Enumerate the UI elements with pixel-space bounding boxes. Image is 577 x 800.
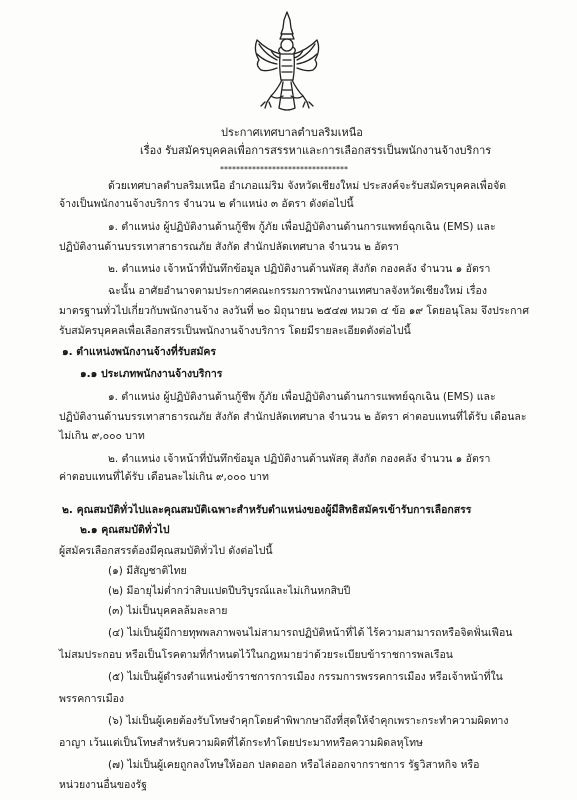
- section-2-line: พรรคการเมือง: [59, 693, 125, 705]
- section-2-line: (๖) ไม่เป็นผู้เคยต้องรับโทษจำคุกโดยคำพิพากษาถึงที่สุดให้จำคุกเพราะกระทำความผิดทาง: [108, 715, 509, 727]
- section-1-heading: ๑. ตำแหน่งพนักงานจ้างที่รับสมัคร: [62, 346, 217, 358]
- intro-line: รับสมัครบุคคลเพื่อเลือกสรรเป็นพนักงานจ้างบริการ โดยมีรายละเอียดดังต่อไปนี้: [59, 325, 411, 337]
- intro-line: จ้างเป็นพนักงานจ้างบริการ จำนวน ๒ ตำแหน่ง ๓ อัตรา ดังต่อไปนี้: [59, 198, 354, 210]
- section-2-line: (๕) ไม่เป็นผู้ดำรงตำแหน่งข้าราชการการเมือง กรรมการพรรคการเมือง หรือเจ้าหน้าที่ใน: [108, 671, 503, 683]
- intro-line: มาตรฐานทั่วไปเกี่ยวกับพนักงานจ้าง ลงวันที่ ๒๐ มิถุนายน ๒๕๔๗ หมวด ๔ ข้อ ๑๙ โดยอนุโลม จึงประกาศ: [59, 305, 529, 317]
- separator-line: ********************************: [220, 165, 348, 174]
- section-1-line: ไม่เกิน ๙,๐๐๐ บาท: [59, 430, 145, 442]
- section-1-1-heading: ๑.๑ ประเภทพนักงานจ้างบริการ: [80, 368, 223, 380]
- section-1-line: ค่าตอบแทนที่ได้รับ เดือนละไม่เกิน ๙,๐๐๐ บาท: [59, 471, 269, 483]
- garuda-emblem-icon: [247, 10, 327, 114]
- intro-line: ๒. ตำแหน่ง เจ้าหน้าที่บันทึกข้อมูล ปฏิบัติงานด้านพัสดุ สังกัด กองคลัง จำนวน ๑ อัตรา: [108, 263, 491, 275]
- intro-line: ปฏิบัติงานด้านบรรเทาสาธารณภัย สังกัด สำนักปลัดเทศบาล จำนวน ๒ อัตรา: [59, 241, 399, 253]
- section-2-line: ผู้สมัครเลือกสรรต้องมีคุณสมบัติทั่วไป ดังต่อไปนี้: [59, 545, 273, 557]
- announcement-subject: เรื่อง รับสมัครบุคคลเพื่อการสรรหาและการเลือกสรรเป็นพนักงานจ้างบริการ: [140, 144, 492, 157]
- section-2-line: (๒) มีอายุไม่ต่ำกว่าสิบแปดปีบริบูรณ์และไม่เกินหกสิบปี: [108, 585, 351, 597]
- section-1-line: ๑. ตำแหน่ง ผู้ปฏิบัติงานด้านกู้ชีพ กู้ภัย เพื่อปฏิบัติงานด้านการแพทย์ฉุกเฉิน (EMS) และ: [108, 391, 496, 403]
- intro-line: ด้วยเทศบาลตำบลริมเหนือ อำเภอแม่ริม จังหวัดเชียงใหม่ ประสงค์จะรับสมัครบุคคลเพื่อจัด: [108, 180, 507, 192]
- section-2-1-heading: ๒.๑ คุณสมบัติทั่วไป: [80, 524, 170, 536]
- section-1-line: ปฏิบัติงานด้านบรรเทาสาธารณภัย สังกัด สำนักปลัดเทศบาล จำนวน ๒ อัตรา ค่าตอบแทนที่ได้รับ เดือนละ: [59, 411, 527, 423]
- intro-line: ๑. ตำแหน่ง ผู้ปฏิบัติงานด้านกู้ชีพ กู้ภัย เพื่อปฏิบัติงานด้านการแพทย์ฉุกเฉิน (EMS) และ: [108, 221, 496, 233]
- section-2-line: ไม่สมประกอบ หรือเป็นโรคตามที่กำหนดไว้ในกฎหมายว่าด้วยระเบียบข้าราชการพลเรือน: [59, 649, 453, 661]
- section-1-line: ๒. ตำแหน่ง เจ้าหน้าที่บันทึกข้อมูล ปฏิบัติงานด้านพัสดุ สังกัด กองคลัง จำนวน ๑ อัตรา: [108, 453, 491, 465]
- section-2-line: อาญา เว้นแต่เป็นโทษสำหรับความผิดที่ได้กระทำโดยประมาทหรือความผิดลหุโทษ: [59, 737, 423, 749]
- section-2-line: หน่วยงานอื่นของรัฐ: [59, 779, 147, 791]
- announcement-title: ประกาศเทศบาลตำบลริมเหนือ: [221, 126, 363, 139]
- section-2-line: (๗) ไม่เป็นผู้เคยถูกลงโทษให้ออก ปลดออก หรือไล่ออกจากราชการ รัฐวิสาหกิจ หรือ: [108, 759, 480, 771]
- section-2-line: (๑) มีสัญชาติไทย: [108, 565, 187, 577]
- intro-line: ฉะนั้น อาศัยอำนาจตามประกาศคณะกรรมการพนักงานเทศบาลจังหวัดเชียงใหม่ เรื่อง: [108, 285, 487, 297]
- section-2-heading: ๒. คุณสมบัติทั่วไปและคุณสมบัติเฉพาะสำหรับตำแหน่งของผู้มีสิทธิสมัครเข้ารับการเลือกสรร: [62, 504, 472, 516]
- section-2-line: (๔) ไม่เป็นผู้มีกายทุพพลภาพจนไม่สามารถปฏิบัติหน้าที่ได้ ไร้ความสามารถหรือจิตฟั่นเฟือน: [108, 627, 513, 639]
- section-2-line: (๓) ไม่เป็นบุคคลล้มละลาย: [108, 605, 228, 617]
